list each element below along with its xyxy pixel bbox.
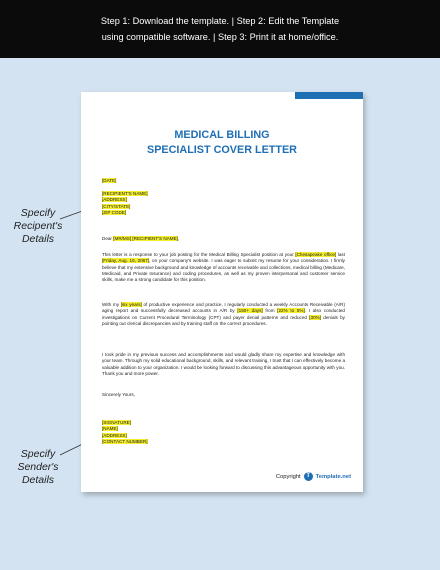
sender-name: [NAME] <box>102 426 118 432</box>
instructions-banner <box>0 0 440 58</box>
p2-text-c: from <box>262 308 278 314</box>
p1-office-field: [Chesapeake office] <box>295 252 337 257</box>
p1-text-a: This letter is a response to your job posting for the Medical Billing Specialist position at your <box>102 252 296 257</box>
p2-percent-range-field: [22% to 5%] <box>277 308 305 314</box>
p1-text-b: last <box>336 252 345 257</box>
copyright-brand <box>276 472 351 481</box>
sender-signature: [SIGNATURE] <box>102 420 132 425</box>
specify-sender-line-2: Sender's <box>17 461 59 473</box>
doc-title-line-1: MEDICAL BILLING <box>174 129 270 141</box>
salutation-suffix: , <box>177 236 180 241</box>
sender-block <box>102 420 345 445</box>
recipient-name: [RECIPIENT'S NAME] <box>102 191 148 196</box>
p2-text-b: of productive experience and practice, I regularly conducted a weekly Accounts Receivable (A/R) aging report and successfully decreased accounts in A/R by <box>102 302 345 314</box>
p2-text-d: . I also conducted investigations on Current Procedural Terminology (CPT) and payer denial patterns and reduced <box>102 308 345 320</box>
recipient-city-state: [CITY/STATE] <box>102 203 131 209</box>
specify-recipient-line-1: Specify <box>20 207 56 219</box>
p2-text-a: With my <box>102 302 121 307</box>
instructions-line-1: Step 1: Download the template. | Step 2: Edit the Template <box>100 16 340 26</box>
instructions-line-2: using compatible software. | Step 3: Print it at home/office. <box>101 32 339 42</box>
recipient-zip: [ZIP CODE] <box>102 209 127 215</box>
paragraph-3: I took pride in my previous success and accomplishments and would gladly share my expertise and knowledge with your team. Through my solid educational background, skills, and relevant training, I trust that I can effectively become a valuable addition to your organization. I would be looking forward to discussing this advantageous opportunity with you. Thank you and more power. <box>102 352 345 376</box>
corner-accent-bar <box>295 92 363 99</box>
specify-sender-line-3: Details <box>21 474 55 486</box>
template-logo-icon: T <box>304 472 313 481</box>
date-placeholder: [DATE] <box>102 178 117 183</box>
salutation-field: [MR/MS] [RECIPIENT'S NAME] <box>113 236 178 241</box>
p1-date-field: [Friday, Aug. 16, 2067] <box>102 258 150 264</box>
date-field <box>102 178 345 184</box>
brand-name: Template.net <box>315 473 351 480</box>
specify-sender-line-1: Specify <box>20 448 56 460</box>
paragraph-1 <box>102 252 345 283</box>
recipient-address: [ADDRESS] <box>102 197 127 203</box>
specify-sender-label <box>8 448 68 487</box>
p2-text-e: denials by pointing out clerical discrepancies and by training staff on the correct procedures. <box>102 314 345 326</box>
specify-recipient-line-3: Details <box>21 233 55 245</box>
p2-days-field: [150+ days] <box>237 308 263 314</box>
specify-recipient-label <box>8 207 68 246</box>
p1-text-c: , on your company's website. I was eager to submit my resume for your consideration. I firmly believe that my extensive background and knowledge of accounts receivable and collections, medical billing (Medicare, Medicaid, and Private Insurance) and coding procedures, as well as my proven interpersonal and customer service skills, make me a strong candidate for this position. <box>102 258 345 283</box>
sender-contact: [CONTACT NUMBER] <box>102 438 148 444</box>
p2-percent-field: [30%] <box>309 314 321 320</box>
salutation <box>102 236 345 242</box>
recipient-block <box>102 191 345 216</box>
letter-page <box>81 92 363 492</box>
closing: Sincerely Yours, <box>102 392 135 397</box>
specify-recipient-line-2: Recipent's <box>13 220 63 232</box>
paragraph-2 <box>102 302 345 327</box>
salutation-prefix: Dear <box>102 236 114 241</box>
copyright-label: Copyright <box>275 473 301 480</box>
sender-address: [ADDRESS] <box>102 432 127 438</box>
p2-years-field: [six years] <box>120 302 142 307</box>
doc-title-line-2: SPECIALIST COVER LETTER <box>147 144 297 156</box>
